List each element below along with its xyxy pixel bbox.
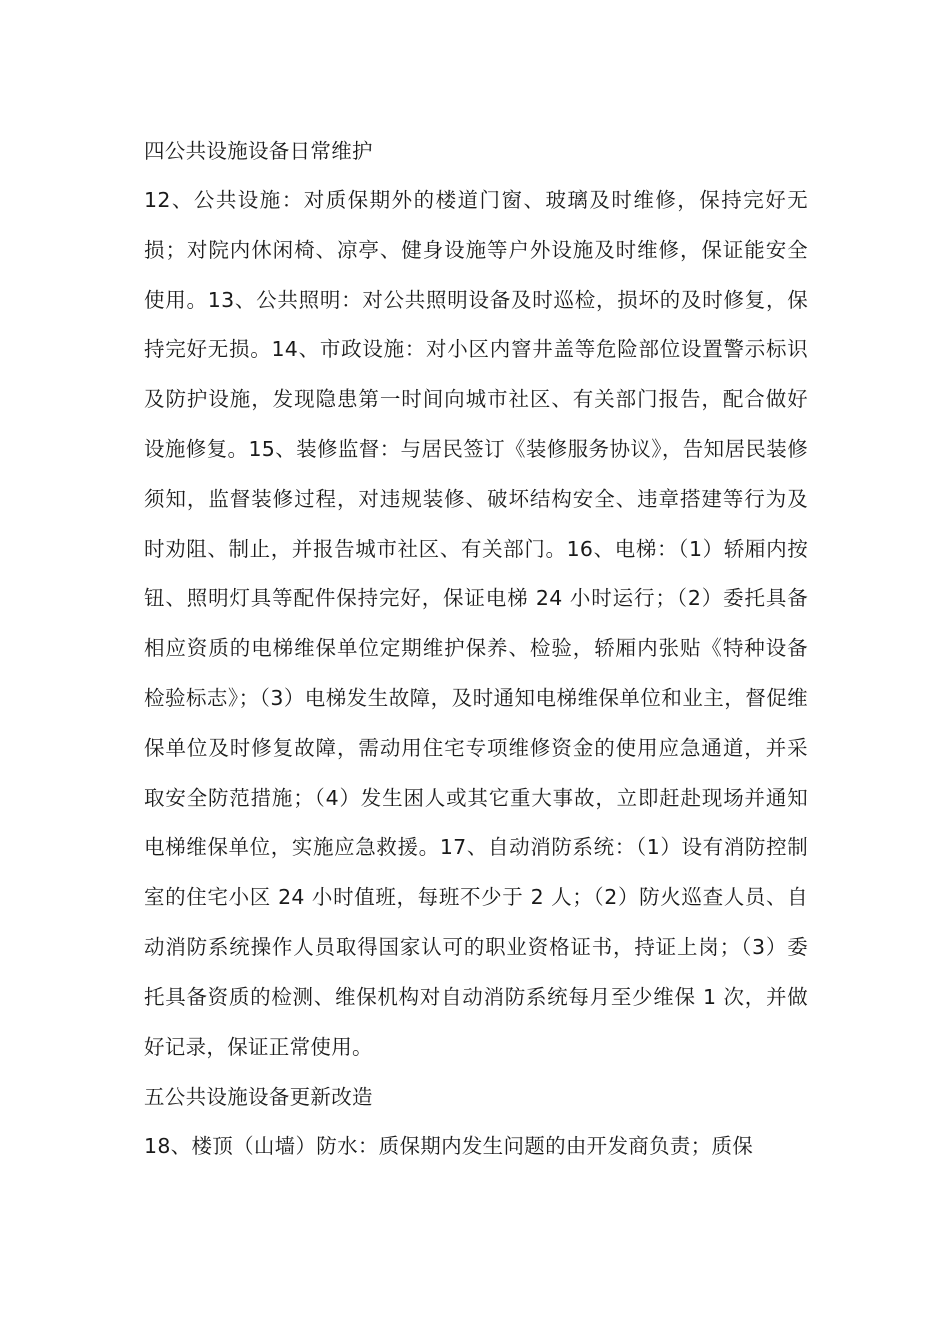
section-5-heading: 五公共设施设备更新改造 (144, 1085, 373, 1110)
document-content (144, 126, 808, 1172)
section-4-heading: 四公共设施设备日常维护 (144, 139, 373, 163)
section-5-body: 18、楼顶（山墙）防水：质保期内发生问题的由开发商负责；质保 (144, 1134, 754, 1159)
section-4-body: 12、公共设施：对质保期外的楼道门窗、玻璃及时维修，保持完好无损；对院内休闲椅、凉亭、健身设施等户外设施及时维修，保证能安全使用。13、公共照明：对公共照明设备及时巡检，损坏的及时修复，保持完好无损。14、市政设施：对小区内窨井盖等危险部位设置警示标识及防护设施，发现隐患第一时间向城市社区、有关部门报告，配合做好设施修复。15、装修监督：与居民签订《装修服务协议》，告知居民装修须知，监督装修过程，对违规装修、破坏结构安全、违章搭建等行为及时劝阻、制止，并报告城市社区、有关部门。16、电梯：（1）轿厢内按钮、照明灯具等配件保持完好，保证电梯 24 小时运行；（2）委托具备相应资质的电梯维保单位定期维护保养、检验，轿厢内张贴《特种设备检验标志》；（3）电梯发生故障，及时通知电梯维保单位和业主，督促维保单位及时修复故障，需动用住宅专项维修资金的使用应急通道，并采取安全防范措施；（4）发生困人或其它重大事故，立即赶赴现场并通知电梯维保单位，实施应急救援。17、自动消防系统：（1）设有消防控制室的住宅小区 24 小时值班，每班不少于 2 人；（2）防火巡查人员、自动消防系统操作人员取得国家认可的职业资格证书，持证上岗；（3）委托具备资质的检测、维保机构对自动消防系统每月至少维保 1 次，并做好记录，保证正常使用。 (144, 188, 808, 1059)
